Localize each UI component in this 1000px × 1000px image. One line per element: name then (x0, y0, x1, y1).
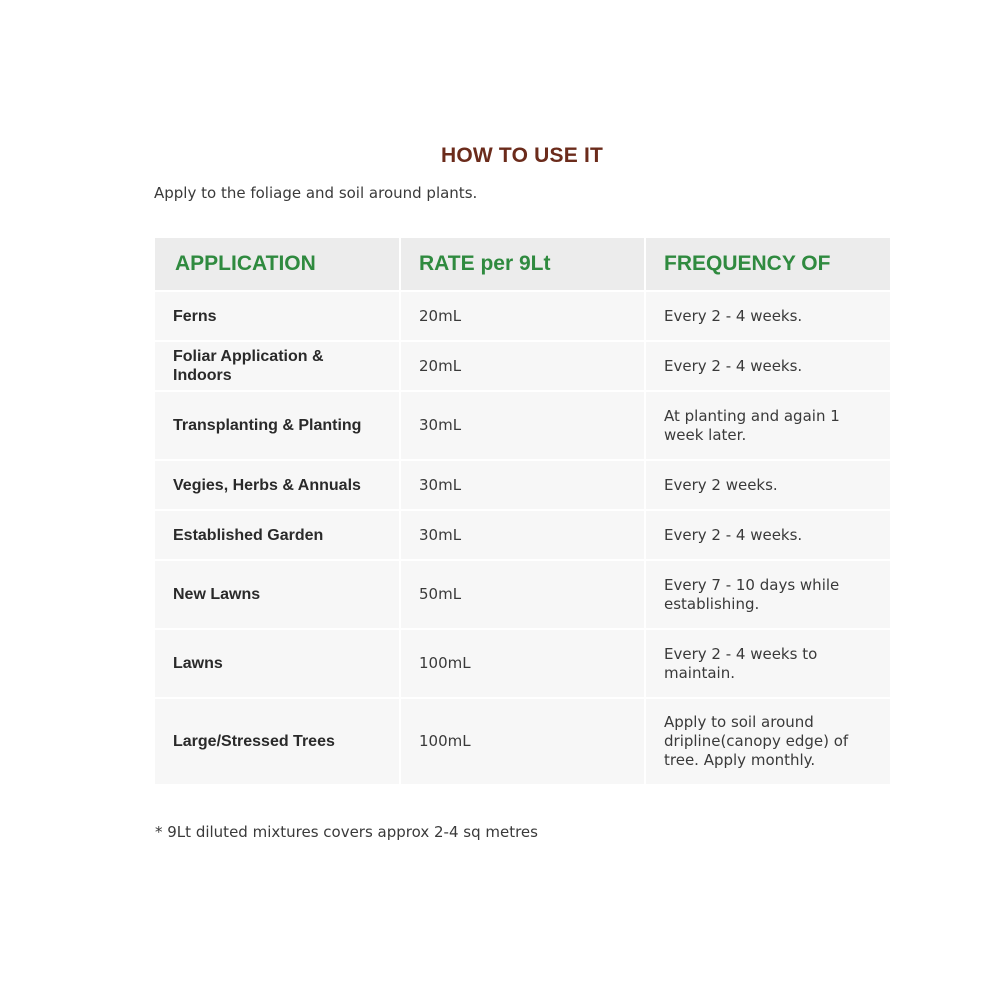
table-header-row (155, 238, 890, 291)
header-application: APPLICATION (155, 238, 400, 291)
cell-rate: 20mL (400, 341, 645, 391)
cell-application: Lawns (155, 629, 400, 698)
table-row (155, 510, 890, 560)
header-frequency: FREQUENCY OF (645, 238, 890, 291)
cell-rate: 30mL (400, 510, 645, 560)
table-row (155, 460, 890, 510)
table-row (155, 560, 890, 629)
table-row (155, 629, 890, 698)
cell-frequency: Every 2 - 4 weeks. (645, 341, 890, 391)
cell-application: Ferns (155, 291, 400, 341)
table-row (155, 698, 890, 785)
cell-frequency: Every 2 weeks. (645, 460, 890, 510)
cell-frequency: At planting and again 1 week later. (645, 391, 890, 460)
cell-application: Established Garden (155, 510, 400, 560)
usage-table (155, 238, 890, 786)
cell-frequency: Apply to soil around dripline(canopy edge) of tree. Apply monthly. (645, 698, 890, 785)
table-row (155, 391, 890, 460)
cell-application: New Lawns (155, 560, 400, 629)
cell-frequency: Every 2 - 4 weeks. (645, 510, 890, 560)
footnote: * 9Lt diluted mixtures covers approx 2-4 sq metres (155, 823, 538, 841)
header-rate: RATE per 9Lt (400, 238, 645, 291)
table-row (155, 291, 890, 341)
cell-application: Vegies, Herbs & Annuals (155, 460, 400, 510)
section-title: HOW TO USE IT (440, 144, 604, 167)
cell-application: Transplanting & Planting (155, 391, 400, 460)
cell-rate: 100mL (400, 698, 645, 785)
cell-frequency: Every 2 - 4 weeks. (645, 291, 890, 341)
cell-application: Foliar Application & Indoors (155, 341, 400, 391)
cell-frequency: Every 2 - 4 weeks to maintain. (645, 629, 890, 698)
cell-rate: 50mL (400, 560, 645, 629)
cell-rate: 30mL (400, 460, 645, 510)
cell-rate: 30mL (400, 391, 645, 460)
cell-rate: 20mL (400, 291, 645, 341)
cell-frequency: Every 7 - 10 days while establishing. (645, 560, 890, 629)
intro-text: Apply to the foliage and soil around plants. (154, 184, 478, 202)
table-row (155, 341, 890, 391)
cell-application: Large/Stressed Trees (155, 698, 400, 785)
cell-rate: 100mL (400, 629, 645, 698)
